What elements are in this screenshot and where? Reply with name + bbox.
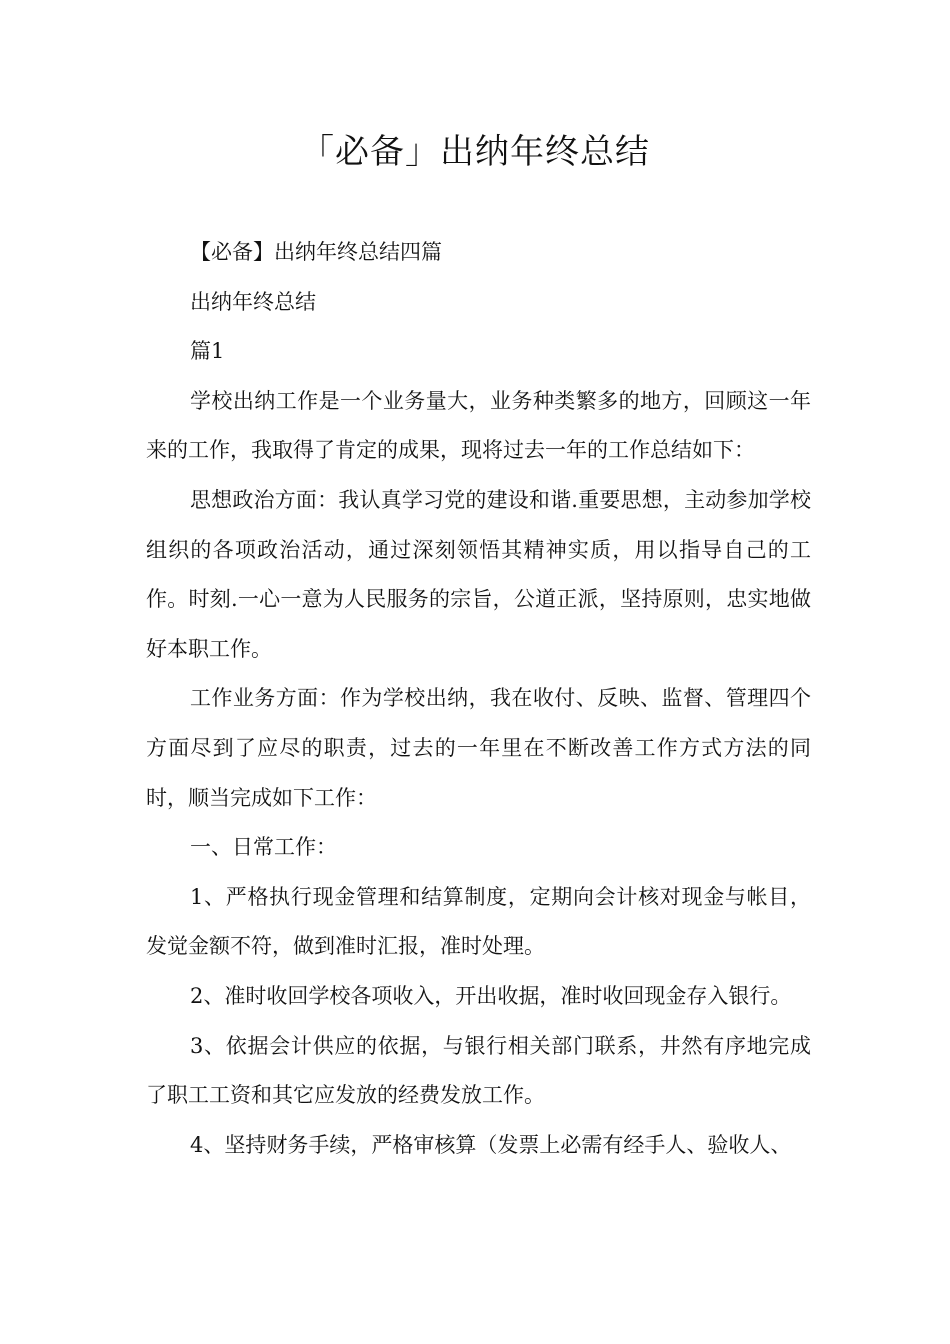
paragraph-item-4: 4、坚持财务手续，严格审核算（发票上必需有经手人、验收人、: [190, 1132, 792, 1157]
paragraph-item-3: 3、依据会计供应的依据，与银行相关部门联系，井然有序地完成了职工工资和其它应发放的经费发放工作。: [146, 1033, 811, 1108]
paragraph-daily-work-heading: 一、日常工作：: [190, 835, 337, 860]
paragraph-subtitle: 【必备】出纳年终总结四篇: [190, 240, 442, 264]
paragraph-business: 工作业务方面：作为学校出纳，我在收付、反映、监督、管理四个方面尽到了应尽的职责，过去的一年里在不断改善工作方式方法的同时，顺当完成如下工作：: [146, 686, 811, 810]
paragraph-heading: 出纳年终总结: [190, 289, 316, 314]
paragraph-item-2: 2、准时收回学校各项收入，开出收据，准时收回现金存入银行。: [190, 983, 792, 1008]
document-title: 「必备」出纳年终总结: [300, 132, 650, 172]
document-body: [146, 228, 811, 1170]
paragraph-politics: 思想政治方面：我认真学习党的建设和谐.重要思想，主动参加学校组织的各项政治活动，通过深刻领悟其精神实质，用以指导自己的工作。时刻.一心一意为人民服务的宗旨，公道正派，坚持原则，忠实地做好本职工作。: [146, 487, 811, 661]
paragraph-intro: 学校出纳工作是一个业务量大，业务种类繁多的地方，回顾这一年来的工作，我取得了肯定的成果，现将过去一年的工作总结如下：: [146, 388, 811, 463]
paragraph-section-label: 篇1: [190, 339, 225, 364]
paragraph-item-1: 1、严格执行现金管理和结算制度，定期向会计核对现金与帐目，发觉金额不符，做到准时汇报，准时处理。: [146, 884, 811, 959]
